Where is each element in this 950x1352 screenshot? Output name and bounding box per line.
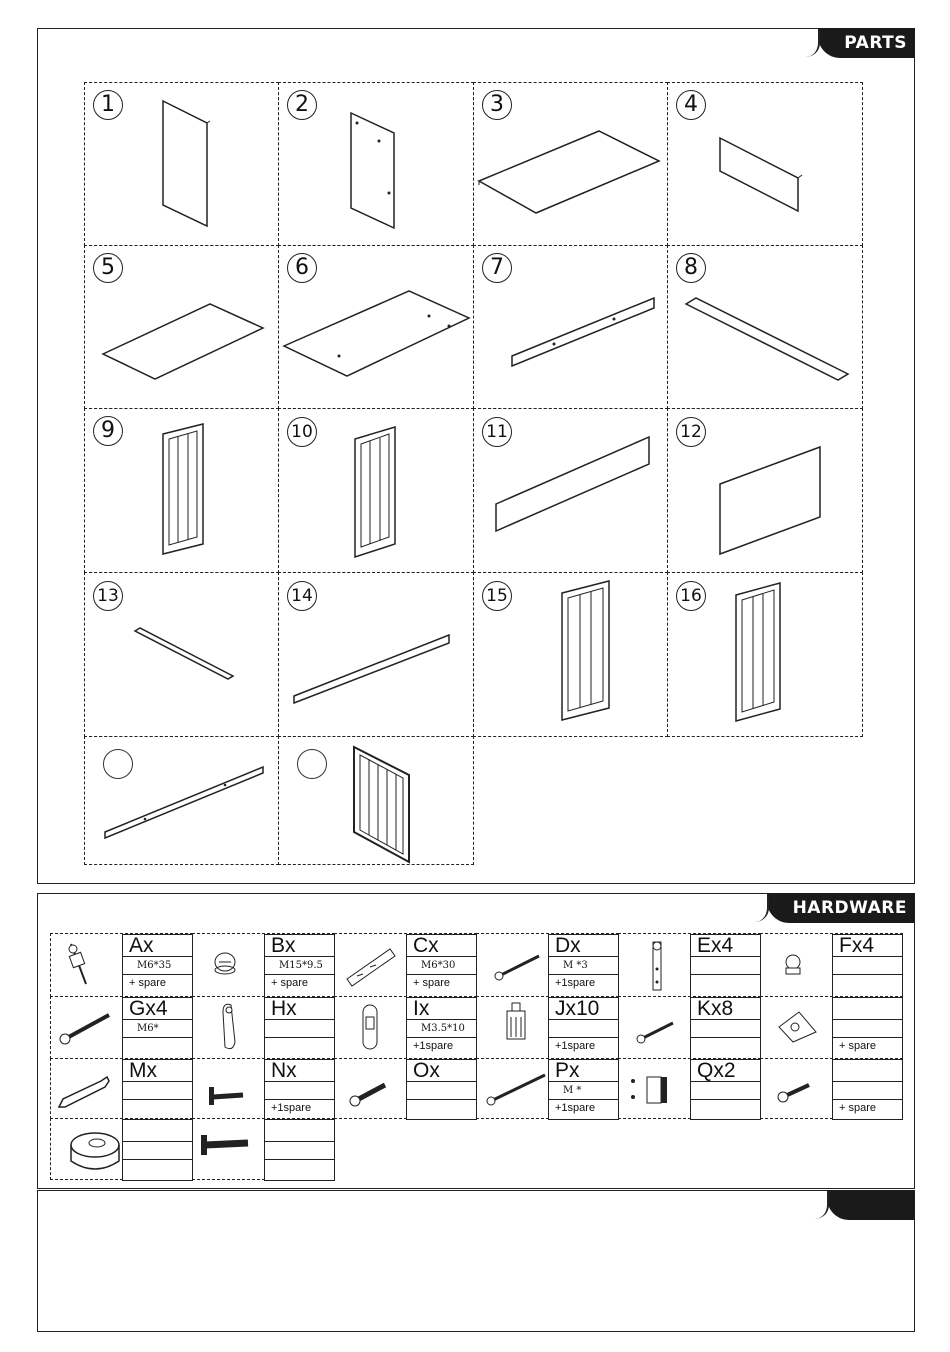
part-number <box>676 579 706 611</box>
hardware-size <box>265 1142 334 1160</box>
hardware-label <box>406 934 477 998</box>
part-number-label: 3 <box>482 90 512 120</box>
hardware-cell <box>334 933 477 997</box>
hardware-label <box>122 1059 193 1120</box>
wood-screw-icon <box>477 934 549 997</box>
hardware-code <box>265 1120 334 1142</box>
part-cell <box>667 245 863 409</box>
small-screw-icon <box>761 1059 833 1119</box>
hardware-code <box>833 1060 902 1082</box>
hardware-note <box>123 1038 192 1054</box>
part-cell <box>278 408 474 573</box>
hardware-note: +1spare <box>555 1040 596 1052</box>
hardware-size: M6*35 <box>123 957 192 975</box>
hardware-label <box>832 997 903 1060</box>
hardware-label <box>122 934 193 998</box>
door-stop-icon <box>619 1059 691 1119</box>
part-cell <box>278 245 474 409</box>
large-screw-icon <box>193 1119 265 1180</box>
hardware-code: Bx <box>265 935 334 957</box>
part-number <box>482 89 512 120</box>
part-cell <box>667 82 863 246</box>
hardware-note <box>833 975 902 991</box>
hardware-size <box>691 1020 760 1038</box>
part-number-label: 7 <box>482 253 512 283</box>
hardware-cell <box>618 933 761 997</box>
part-number-label: 10 <box>287 417 317 447</box>
part-number-blank <box>297 749 327 779</box>
round-head-bolt-icon <box>335 1059 407 1119</box>
tools-panel <box>37 1190 915 1332</box>
hardware-cell <box>334 1058 477 1119</box>
hardware-size <box>833 957 902 975</box>
hardware-size: M * <box>549 1082 618 1100</box>
hardware-label <box>264 997 335 1060</box>
hardware-size <box>123 1142 192 1160</box>
part-number-label: 4 <box>676 90 706 120</box>
hardware-code: Gx4 <box>123 998 192 1020</box>
hardware-cell <box>192 1058 335 1119</box>
hardware-code: Jx10 <box>549 998 618 1020</box>
part-number <box>482 579 512 611</box>
hardware-size: M3.5*10 <box>407 1020 476 1038</box>
hardware-label <box>122 997 193 1060</box>
part-number-label: 12 <box>676 417 706 447</box>
part-number <box>287 252 317 283</box>
part-number-label: 5 <box>93 253 123 283</box>
hardware-label <box>406 997 477 1060</box>
shelf-pin-icon <box>761 934 833 997</box>
hardware-size <box>123 1082 192 1100</box>
part-cell <box>84 736 279 865</box>
long-screw-icon <box>477 1059 549 1119</box>
hardware-size <box>833 1020 902 1038</box>
part-number-label: 6 <box>287 253 317 283</box>
hardware-note: +1spare <box>555 977 596 989</box>
hardware-code: Fx4 <box>833 935 902 957</box>
hardware-tab: HARDWARE <box>767 893 915 923</box>
wood-dowel-icon <box>335 934 407 997</box>
part-cell <box>278 82 474 246</box>
hardware-cell <box>760 996 903 1059</box>
hardware-size <box>691 957 760 975</box>
part-cell <box>667 572 863 737</box>
hardware-note: + spare <box>839 1040 876 1052</box>
part-number <box>93 415 123 446</box>
hardware-label <box>832 934 903 998</box>
parts-tab: PARTS <box>818 28 915 58</box>
hardware-cell <box>476 996 619 1059</box>
hardware-label <box>264 1119 335 1181</box>
magnetic-catch-icon <box>477 997 549 1059</box>
hinge-plate-icon <box>619 934 691 997</box>
hardware-size: M6* <box>123 1020 192 1038</box>
hardware-size <box>833 1082 902 1100</box>
hardware-code: Nx <box>265 1060 334 1082</box>
part-number <box>93 579 123 611</box>
hardware-code: Px <box>549 1060 618 1082</box>
hardware-label <box>690 1059 761 1120</box>
bumper-pad-icon <box>51 1119 123 1180</box>
part-number-blank <box>103 749 133 779</box>
hardware-note: +1spare <box>271 1102 312 1114</box>
hardware-cell <box>50 933 193 997</box>
hardware-cell <box>50 1058 193 1119</box>
hardware-label <box>264 934 335 998</box>
hardware-note <box>123 1160 192 1176</box>
strike-plate-icon <box>335 997 407 1059</box>
hardware-note <box>123 1100 192 1116</box>
tools-tab <box>827 1190 915 1220</box>
hardware-code: Ax <box>123 935 192 957</box>
hardware-code: Ix <box>407 998 476 1020</box>
part-number-label: 16 <box>676 581 706 611</box>
hardware-code: Ox <box>407 1060 476 1082</box>
part-number <box>482 252 512 283</box>
part-cell <box>84 572 279 737</box>
part-number-label: 9 <box>93 416 123 446</box>
part-number <box>676 252 706 283</box>
hardware-code <box>833 998 902 1020</box>
hardware-note <box>265 1038 334 1054</box>
hardware-size <box>549 1020 618 1038</box>
hardware-note: +1spare <box>555 1102 596 1114</box>
part-cell <box>84 408 279 573</box>
part-number-label: 11 <box>482 417 512 447</box>
hardware-code: Cx <box>407 935 476 957</box>
hardware-code: Qx2 <box>691 1060 760 1082</box>
part-number-label: 8 <box>676 253 706 283</box>
part-cell <box>473 82 668 246</box>
hardware-label <box>406 1059 477 1120</box>
hardware-note <box>407 1100 476 1116</box>
hardware-size <box>407 1082 476 1100</box>
part-number-label: 15 <box>482 581 512 611</box>
corner-bracket-icon <box>761 997 833 1059</box>
hardware-size: M *3 <box>549 957 618 975</box>
hardware-note <box>691 1038 760 1054</box>
hardware-cell <box>50 1118 193 1180</box>
hardware-cell <box>476 1058 619 1119</box>
coarse-screw-icon <box>193 1059 265 1119</box>
hardware-size <box>265 1020 334 1038</box>
hardware-cell <box>192 1118 335 1180</box>
handle-icon <box>51 1059 123 1119</box>
hardware-size: M15*9.5 <box>265 957 334 975</box>
hardware-cell <box>618 996 761 1059</box>
hardware-label <box>264 1059 335 1120</box>
hardware-cell <box>476 933 619 997</box>
hardware-size <box>265 1082 334 1100</box>
hardware-code: Ex4 <box>691 935 760 957</box>
part-number <box>676 415 706 447</box>
part-cell <box>278 736 474 865</box>
part-number <box>287 579 317 611</box>
part-cell <box>473 408 668 573</box>
hardware-cell <box>334 996 477 1059</box>
hardware-code: Hx <box>265 998 334 1020</box>
hardware-note: + spare <box>839 1102 876 1114</box>
hardware-note: + spare <box>271 977 308 989</box>
part-number <box>93 252 123 283</box>
hardware-label <box>122 1119 193 1181</box>
hardware-note: + spare <box>129 977 166 989</box>
hardware-code: Dx <box>549 935 618 957</box>
part-number <box>287 89 317 120</box>
cam-bolt-icon <box>51 934 123 997</box>
hardware-size <box>691 1082 760 1100</box>
hardware-cell <box>760 1058 903 1119</box>
part-cell <box>473 572 668 737</box>
hardware-cell <box>760 933 903 997</box>
hardware-code: Kx8 <box>691 998 760 1020</box>
hardware-label <box>548 997 619 1060</box>
part-number-label: 14 <box>287 581 317 611</box>
part-cell <box>667 408 863 573</box>
part-cell <box>473 245 668 409</box>
machine-bolt-icon <box>51 997 123 1059</box>
hardware-code: Mx <box>123 1060 192 1082</box>
hardware-cell <box>192 933 335 997</box>
hardware-note: + spare <box>413 977 450 989</box>
part-number <box>482 415 512 447</box>
hardware-cell <box>192 996 335 1059</box>
hardware-note <box>265 1160 334 1176</box>
cam-lock-icon <box>193 934 265 997</box>
hardware-label <box>832 1059 903 1120</box>
hook-icon <box>193 997 265 1059</box>
part-number-label: 13 <box>93 581 123 611</box>
part-number <box>287 415 317 447</box>
part-cell <box>84 82 279 246</box>
hardware-label <box>690 934 761 998</box>
part-cell <box>84 245 279 409</box>
hardware-size: M6*30 <box>407 957 476 975</box>
part-number <box>93 89 123 120</box>
hardware-note: +1spare <box>413 1040 454 1052</box>
hardware-note <box>691 975 760 991</box>
part-number-label: 1 <box>93 90 123 120</box>
hardware-label <box>690 997 761 1060</box>
part-number <box>676 89 706 120</box>
hardware-note <box>691 1100 760 1116</box>
hardware-label <box>548 1059 619 1120</box>
hardware-code <box>123 1120 192 1142</box>
hardware-cell <box>618 1058 761 1119</box>
hardware-cell <box>50 996 193 1059</box>
part-number-label: 2 <box>287 90 317 120</box>
short-screw-icon <box>619 997 691 1059</box>
hardware-label <box>548 934 619 998</box>
part-cell <box>278 572 474 737</box>
